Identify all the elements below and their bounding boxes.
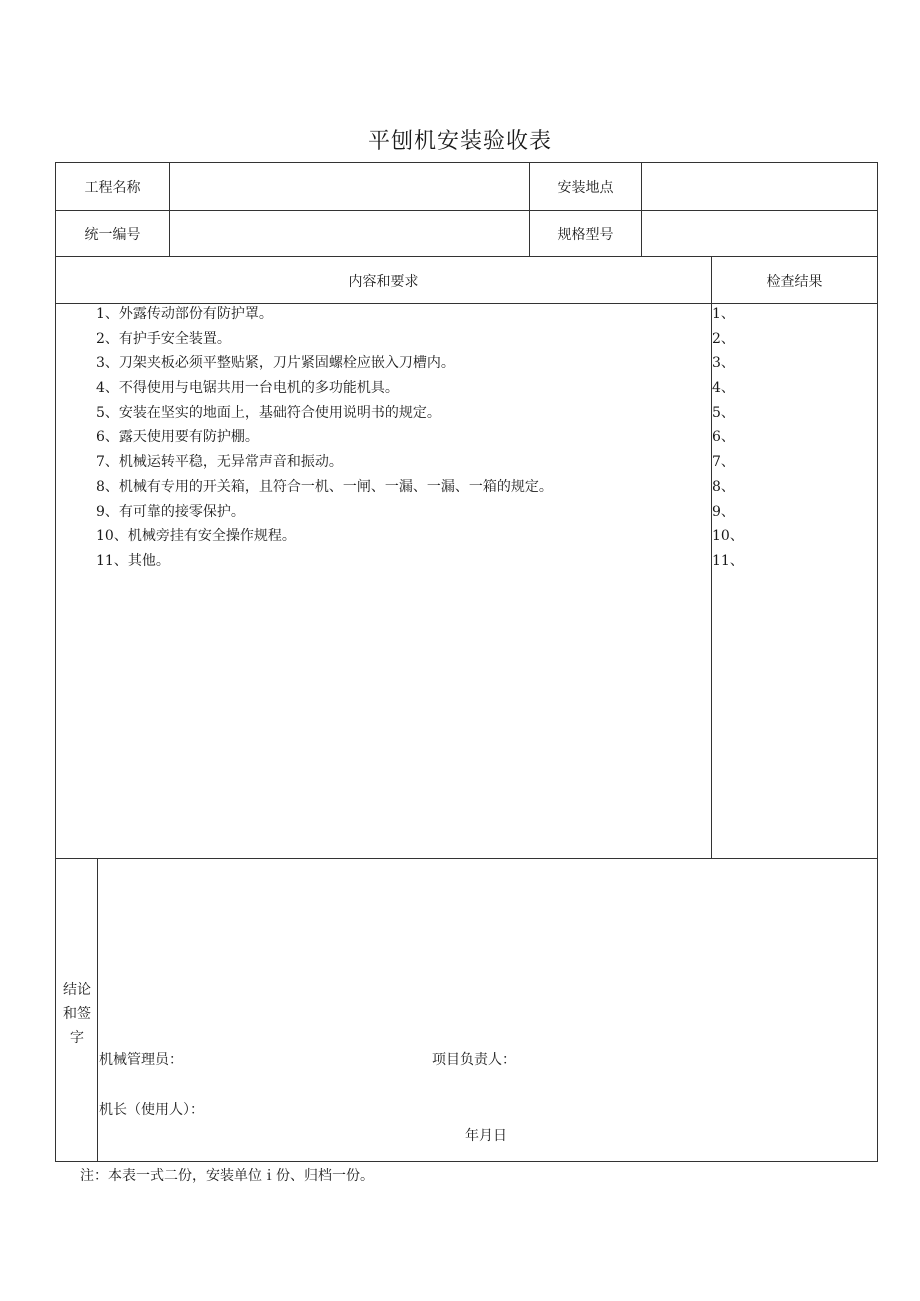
requirement-item: 7、机械运转平稳，无异常声音和振动。 [96,454,343,471]
requirement-item: 9、有可靠的接零保护。 [96,503,245,520]
spec-model-label: 规格型号 [557,227,614,243]
result-item[interactable]: 4、 [712,380,735,397]
project-leader-signature: 项目负责人： [432,1052,516,1068]
requirement-item: 11、其他。 [96,552,170,569]
result-item[interactable]: 6、 [712,429,735,446]
conclusion-label-line: 结论 [63,982,91,998]
row-divider [56,256,877,257]
sign-date: 年月日 [465,1128,507,1144]
spec-model-value[interactable] [642,211,876,256]
install-location-label: 安装地点 [557,180,614,196]
conclusion-label-line: 字 [70,1030,84,1046]
result-item[interactable]: 1、 [712,306,735,322]
inspection-form-table [55,162,878,1162]
page-title: 平刨机安装验收表 [367,129,552,154]
unified-number-value[interactable] [170,211,528,256]
requirement-item: 10、机械旁挂有安全操作规程。 [96,528,296,545]
requirement-item: 5、安装在坚实的地面上，基础符合使用说明书的规定。 [96,404,441,421]
project-name-value[interactable] [170,164,528,209]
conclusion-label [57,978,97,1050]
result-header: 检查结果 [766,274,823,290]
requirement-item: 4、不得使用与电锯共用一台电机的多功能机具。 [96,380,399,397]
result-item[interactable]: 11、 [712,552,744,569]
requirement-item: 3、刀架夹板必须平整贴紧，刀片紧固螺栓应嵌入刀槽内。 [96,355,455,372]
requirements-list [96,302,553,574]
result-item[interactable]: 8、 [712,478,735,495]
footnote: 注：本表一式二份，安装单位ｉ份、归档一份。 [80,1168,374,1184]
project-name-label: 工程名称 [84,180,141,196]
result-item[interactable]: 3、 [712,355,735,372]
requirement-item: 1、外露传动部份有防护罩。 [96,306,273,322]
results-list [712,302,744,574]
content-header: 内容和要求 [348,274,419,290]
requirement-item: 2、有护手安全装置。 [96,330,231,347]
result-item[interactable]: 7、 [712,454,735,471]
operator-signature: 机长（使用人）： [99,1102,204,1118]
conclusion-label-line: 和签 [63,1006,91,1022]
machine-manager-signature: 机械管理员： [99,1052,183,1068]
result-item[interactable]: 2、 [712,330,735,347]
result-item[interactable]: 5、 [712,404,735,421]
requirement-item: 6、露天使用要有防护棚。 [96,429,259,446]
install-location-value[interactable] [642,164,876,209]
result-item[interactable]: 9、 [712,503,735,520]
conclusion-text-area[interactable] [98,859,876,1039]
requirement-item: 8、机械有专用的开关箱，且符合一机、一闸、一漏、一漏、一箱的规定。 [96,478,553,495]
unified-number-label: 统一编号 [84,227,141,243]
result-item[interactable]: 10、 [712,528,744,545]
